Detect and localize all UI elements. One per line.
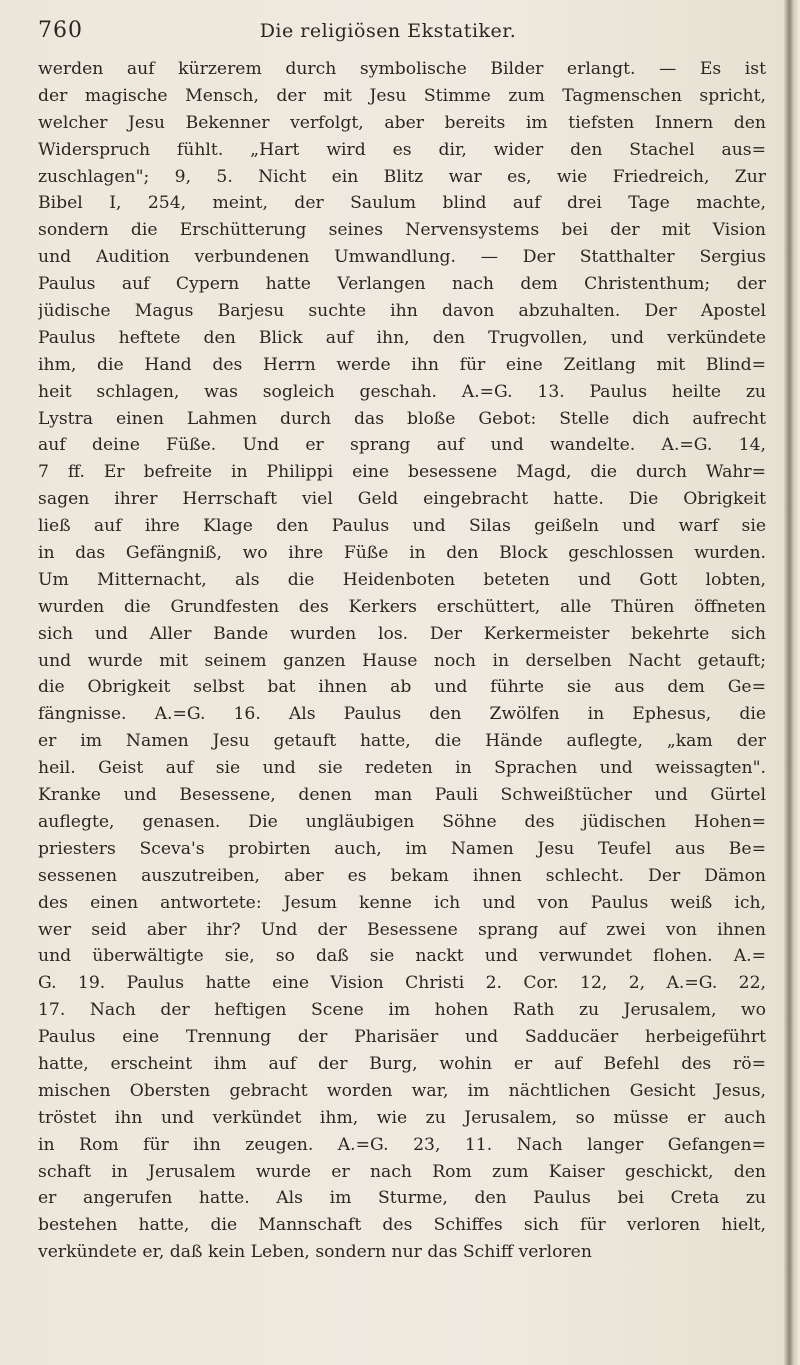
text-line: tröstet ihn und verkündet ihm, wie zu Jerusalem, so müsse er auch [38,1107,766,1128]
text-line: 7 ff. Er befreite in Philippi eine besessene Magd, die durch Wahr= [38,462,766,483]
text-line: auf deine Füße. Und er sprang auf und wandelte. A.=G. 14, [38,435,766,456]
text-line: Um Mitternacht, als die Heidenboten beteten und Gott lobten, [38,569,766,590]
text-line: Widerspruch fühlt. „Hart wird es dir, wider den Stachel aus= [38,139,766,160]
text-line: 17. Nach der heftigen Scene im hohen Rath zu Jerusalem, wo [38,1000,766,1021]
text-line: hatte, erscheint ihm auf der Burg, wohin er auf Befehl des rö= [38,1053,766,1074]
text-line: heil. Geist auf sie und sie redeten in Sprachen und weissagten". [38,758,766,779]
body-text [38,56,766,1266]
text-line: er angerufen hatte. Als im Sturme, den Paulus bei Creta zu [38,1188,766,1209]
text-line: und Audition verbundenen Umwandlung. — Der Statthalter Sergius [38,247,766,268]
text-line: Paulus auf Cypern hatte Verlangen nach dem Christenthum; der [38,274,766,295]
text-line: und wurde mit seinem ganzen Hause noch in derselben Nacht getauft; [38,650,766,671]
text-line: sich und Aller Bande wurden los. Der Kerkermeister bekehrte sich [38,623,766,644]
text-line: des einen antwortete: Jesum kenne ich und von Paulus weiß ich, [38,892,766,913]
text-line: er im Namen Jesu getauft hatte, die Hände auflegte, „kam der [38,731,766,752]
text-line: heit schlagen, was sogleich geschah. A.=G. 13. Paulus heilte zu [38,381,766,402]
text-line: priesters Sceva's probirten auch, im Namen Jesu Teufel aus Be= [38,838,766,859]
text-line: jüdische Magus Barjesu suchte ihn davon abzuhalten. Der Apostel [38,301,766,322]
text-line: und überwältigte sie, so daß sie nackt und verwundet flohen. A.= [38,946,766,967]
text-line: sagen ihrer Herrschaft viel Geld eingebracht hatte. Die Obrigkeit [38,489,766,510]
text-line: in Rom für ihn zeugen. A.=G. 23, 11. Nach langer Gefangen= [38,1134,766,1155]
text-line: sessenen auszutreiben, aber es bekam ihnen schlecht. Der Dämon [38,865,766,886]
page-number: 760 [38,18,83,43]
text-line: mischen Obersten gebracht worden war, im nächtlichen Gesicht Jesus, [38,1080,766,1101]
text-line: der magische Mensch, der mit Jesu Stimme zum Tagmenschen spricht, [38,85,766,106]
text-line: G. 19. Paulus hatte eine Vision Christi 2. Cor. 12, 2, A.=G. 22, [38,973,766,994]
text-line: Kranke und Besessene, denen man Pauli Schweißtücher und Gürtel [38,785,766,806]
text-line: in das Gefängniß, wo ihre Füße in den Block geschlossen wurden. [38,543,766,564]
text-line: Lystra einen Lahmen durch das bloße Gebot: Stelle dich aufrecht [38,408,766,429]
running-title: Die religiösen Ekstatiker. [259,20,517,42]
text-line: sondern die Erschütterung seines Nervensystems bei der mit Vision [38,220,766,241]
text-line: bestehen hatte, die Mannschaft des Schiffes sich für verloren hielt, [38,1215,766,1236]
text-line: Paulus eine Trennung der Pharisäer und Sadducäer herbeigeführt [38,1027,766,1048]
text-line: verkündete er, daß kein Leben, sondern nur das Schiff verloren [38,1242,592,1263]
text-line: zuschlagen"; 9, 5. Nicht ein Blitz war es, wie Friedreich, Zur [38,166,766,187]
page-edge-shadow [784,0,800,1365]
text-line: werden auf kürzerem durch symbolische Bilder erlangt. — Es ist [38,59,766,79]
text-line: wer seid aber ihr? Und der Besessene sprang auf zwei von ihnen [38,919,766,940]
text-line: wurden die Grundfesten des Kerkers erschüttert, alle Thüren öffneten [38,596,766,617]
text-line: welcher Jesu Bekenner verfolgt, aber bereits im tiefsten Innern den [38,112,766,133]
text-line: auflegte, genasen. Die ungläubigen Söhne des jüdischen Hohen= [38,811,766,832]
text-line: Bibel I, 254, meint, der Saulum blind auf drei Tage machte, [38,193,766,214]
text-line: fängnisse. A.=G. 16. Als Paulus den Zwölfen in Ephesus, die [38,704,766,725]
text-line: ihm, die Hand des Herrn werde ihn für eine Zeitlang mit Blind= [38,354,766,375]
text-line: Paulus heftete den Blick auf ihn, den Trugvollen, und verkündete [38,327,766,348]
page-header [38,18,738,48]
text-line: die Obrigkeit selbst bat ihnen ab und führte sie aus dem Ge= [38,677,766,698]
text-line: schaft in Jerusalem wurde er nach Rom zum Kaiser geschickt, den [38,1161,766,1182]
text-line: ließ auf ihre Klage den Paulus und Silas geißeln und warf sie [38,516,766,537]
